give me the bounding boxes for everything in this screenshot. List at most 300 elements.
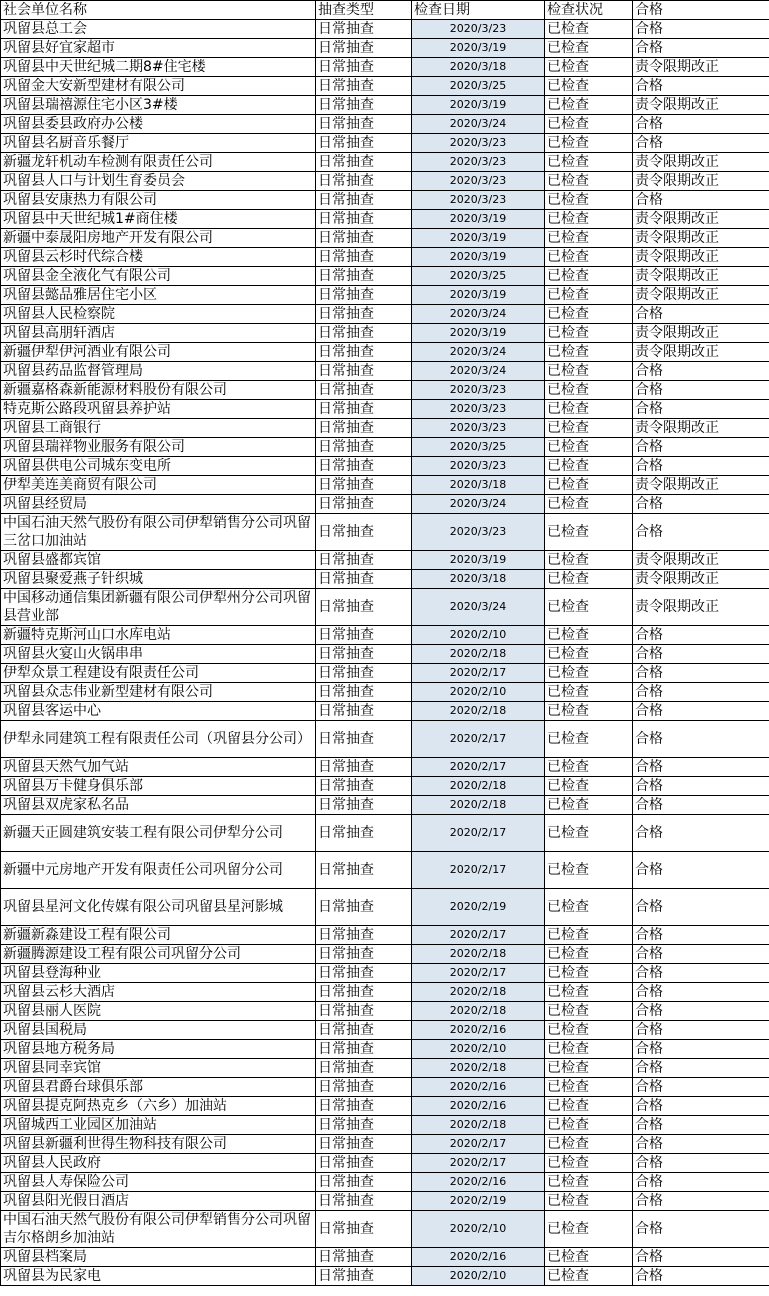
cell-date: 2020/3/25 [412,77,545,96]
cell-date: 2020/2/17 [412,1135,545,1154]
cell-result: 合格 [633,664,769,683]
cell-name: 巩留县工商银行 [1,419,316,438]
cell-type: 日常抽查 [316,495,412,514]
cell-date: 2020/3/24 [412,495,545,514]
cell-type: 日常抽查 [316,134,412,153]
cell-status: 已检查 [545,1211,633,1248]
cell-type: 日常抽查 [316,1135,412,1154]
cell-date: 2020/2/16 [412,1021,545,1040]
cell-result: 责令限期改正 [633,210,769,229]
cell-result: 责令限期改正 [633,58,769,77]
table-row [1,343,769,362]
cell-status: 已检查 [545,758,633,777]
cell-status: 已检查 [545,889,633,926]
cell-name: 巩留县提克阿热克乡（六乡）加油站 [1,1097,316,1116]
cell-name: 巩留县药品监督管理局 [1,362,316,381]
table-row [1,758,769,777]
table-body [1,1,769,1286]
cell-status: 已检查 [545,1192,633,1211]
cell-date: 2020/2/17 [412,852,545,889]
cell-type: 日常抽查 [316,721,412,758]
cell-status: 已检查 [545,1078,633,1097]
cell-date: 2020/2/16 [412,1078,545,1097]
table-row [1,229,769,248]
table-row [1,1021,769,1040]
cell-result: 合格 [633,702,769,721]
cell-date: 2020/2/10 [412,1040,545,1059]
table-row [1,777,769,796]
table-row [1,1248,769,1267]
table-row [1,419,769,438]
cell-status: 已检查 [545,286,633,305]
cell-status: 已检查 [545,419,633,438]
cell-date: 2020/3/18 [412,570,545,589]
cell-status: 已检查 [545,229,633,248]
cell-status: 已检查 [545,1267,633,1286]
table-row [1,96,769,115]
cell-status: 已检查 [545,683,633,702]
table-row [1,889,769,926]
cell-name: 巩留县君爵台球俱乐部 [1,1078,316,1097]
cell-name: 巩留县经贸局 [1,495,316,514]
cell-type: 日常抽查 [316,400,412,419]
cell-date: 2020/3/19 [412,96,545,115]
table-row [1,796,769,815]
cell-name: 中国石油天然气股份有限公司伊犁销售分公司巩留吉尔格朗乡加油站 [1,1211,316,1248]
cell-status: 已检查 [545,570,633,589]
cell-type: 日常抽查 [316,1211,412,1248]
cell-status: 已检查 [545,248,633,267]
table-row [1,1192,769,1211]
cell-type: 日常抽查 [316,664,412,683]
cell-result: 合格 [633,20,769,39]
table-row [1,721,769,758]
cell-date: 2020/3/23 [412,457,545,476]
cell-type: 日常抽查 [316,305,412,324]
cell-status: 已检查 [545,20,633,39]
cell-type: 日常抽查 [316,702,412,721]
cell-result: 合格 [633,400,769,419]
table-row [1,58,769,77]
table-row [1,683,769,702]
cell-name: 巩留金大安新型建材有限公司 [1,77,316,96]
cell-result: 责令限期改正 [633,589,769,626]
cell-name: 巩留县中天世纪城二期8#住宅楼 [1,58,316,77]
table-row [1,457,769,476]
table-row [1,134,769,153]
cell-name: 巩留县瑞祥物业服务有限公司 [1,438,316,457]
cell-type: 日常抽查 [316,210,412,229]
cell-type: 日常抽查 [316,777,412,796]
table-row [1,362,769,381]
cell-status: 已检查 [545,400,633,419]
cell-type: 日常抽查 [316,796,412,815]
cell-date: 2020/2/18 [412,1059,545,1078]
cell-result: 责令限期改正 [633,229,769,248]
table-row [1,645,769,664]
cell-status: 已检查 [545,153,633,172]
cell-status: 已检查 [545,134,633,153]
table-row [1,1059,769,1078]
cell-type: 日常抽查 [316,362,412,381]
cell-name: 巩留县安康热力有限公司 [1,191,316,210]
cell-result: 合格 [633,796,769,815]
cell-result: 合格 [633,514,769,551]
table-row [1,551,769,570]
cell-type: 日常抽查 [316,1002,412,1021]
cell-status: 已检查 [545,96,633,115]
cell-type: 日常抽查 [316,758,412,777]
cell-type: 日常抽查 [316,457,412,476]
cell-date: 2020/2/10 [412,1267,545,1286]
cell-date: 2020/2/17 [412,664,545,683]
cell-date: 2020/3/24 [412,305,545,324]
cell-result: 合格 [633,362,769,381]
cell-result: 合格 [633,1173,769,1192]
cell-date: 2020/2/16 [412,1097,545,1116]
cell-date: 2020/2/18 [412,777,545,796]
cell-status: 已检查 [545,438,633,457]
cell-date: 2020/2/17 [412,815,545,852]
cell-status: 已检查 [545,1040,633,1059]
cell-result: 合格 [633,1135,769,1154]
cell-date: 2020/3/23 [412,172,545,191]
cell-date: 2020/3/25 [412,267,545,286]
table-row [1,1097,769,1116]
cell-result: 合格 [633,1059,769,1078]
cell-type: 日常抽查 [316,1154,412,1173]
cell-status: 已检查 [545,495,633,514]
cell-date: 2020/3/24 [412,115,545,134]
table-row [1,1040,769,1059]
cell-date: 2020/3/19 [412,324,545,343]
table-row [1,438,769,457]
cell-type: 日常抽查 [316,626,412,645]
cell-name: 巩留县阳光假日酒店 [1,1192,316,1211]
cell-date: 2020/3/23 [412,191,545,210]
cell-type: 日常抽查 [316,286,412,305]
cell-name: 中国石油天然气股份有限公司伊犁销售分公司巩留三岔口加油站 [1,514,316,551]
cell-type: 日常抽查 [316,229,412,248]
table-row [1,1135,769,1154]
cell-type: 日常抽查 [316,645,412,664]
table-row [1,926,769,945]
cell-status: 已检查 [545,1059,633,1078]
cell-result: 合格 [633,889,769,926]
cell-type: 日常抽查 [316,815,412,852]
cell-name: 巩留县火宴山火锅串串 [1,645,316,664]
cell-status: 已检查 [545,362,633,381]
table-row [1,495,769,514]
cell-date: 2020/2/18 [412,645,545,664]
cell-result: 合格 [633,758,769,777]
cell-status: 已检查 [545,267,633,286]
cell-result: 责令限期改正 [633,324,769,343]
cell-date: 2020/2/18 [412,796,545,815]
cell-status: 已检查 [545,39,633,58]
cell-status: 已检查 [545,1135,633,1154]
cell-result: 责令限期改正 [633,343,769,362]
table-row [1,153,769,172]
cell-name: 新疆龙轩机动车检测有限责任公司 [1,153,316,172]
cell-result: 合格 [633,926,769,945]
cell-type: 日常抽查 [316,589,412,626]
cell-result: 合格 [633,134,769,153]
cell-name: 新疆天正圆建筑安装工程有限公司伊犁分公司 [1,815,316,852]
table-row [1,381,769,400]
table-row [1,852,769,889]
cell-name: 特克斯公路段巩留县养护站 [1,400,316,419]
cell-result: 合格 [633,645,769,664]
cell-type: 日常抽查 [316,20,412,39]
cell-status: 已检查 [545,476,633,495]
table-row [1,115,769,134]
cell-name: 巩留县天然气加气站 [1,758,316,777]
cell-date: 2020/3/23 [412,381,545,400]
table-row [1,77,769,96]
cell-date: 2020/3/23 [412,153,545,172]
cell-result: 责令限期改正 [633,476,769,495]
cell-status: 已检查 [545,305,633,324]
cell-status: 已检查 [545,457,633,476]
table-row [1,248,769,267]
cell-name: 巩留县客运中心 [1,702,316,721]
table-row [1,324,769,343]
cell-date: 2020/3/18 [412,58,545,77]
cell-status: 已检查 [545,1021,633,1040]
cell-result: 合格 [633,777,769,796]
cell-type: 日常抽查 [316,267,412,286]
cell-status: 已检查 [545,514,633,551]
cell-type: 日常抽查 [316,96,412,115]
cell-date: 2020/2/17 [412,964,545,983]
cell-date: 2020/3/24 [412,362,545,381]
cell-result: 合格 [633,77,769,96]
cell-name: 巩留县委县政府办公楼 [1,115,316,134]
cell-date: 2020/3/25 [412,438,545,457]
cell-status: 已检查 [545,589,633,626]
cell-name: 新疆中泰晟阳房地产开发有限公司 [1,229,316,248]
cell-result: 责令限期改正 [633,551,769,570]
cell-result: 合格 [633,1248,769,1267]
cell-status: 已检查 [545,210,633,229]
cell-status: 已检查 [545,1116,633,1135]
cell-type: 日常抽查 [316,852,412,889]
cell-name: 巩留县地方税务局 [1,1040,316,1059]
table-row [1,39,769,58]
cell-type: 日常抽查 [316,514,412,551]
cell-date: 2020/3/19 [412,248,545,267]
cell-result: 合格 [633,1116,769,1135]
cell-result: 合格 [633,1097,769,1116]
cell-name: 巩留县万卡健身俱乐部 [1,777,316,796]
cell-status: 已检查 [545,1002,633,1021]
cell-date: 2020/3/23 [412,134,545,153]
table-row [1,514,769,551]
cell-status: 已检查 [545,945,633,964]
cell-status: 已检查 [545,1154,633,1173]
cell-name: 新疆腾源建设工程有限公司巩留分公司 [1,945,316,964]
cell-status: 已检查 [545,343,633,362]
header-name: 社会单位名称 [1,1,316,20]
cell-name: 巩留县聚爱燕子针织城 [1,570,316,589]
cell-date: 2020/3/18 [412,476,545,495]
cell-type: 日常抽查 [316,77,412,96]
cell-type: 日常抽查 [316,1078,412,1097]
table-row [1,589,769,626]
cell-status: 已检查 [545,191,633,210]
cell-date: 2020/3/23 [412,419,545,438]
cell-name: 巩留县为民家电 [1,1267,316,1286]
cell-name: 巩留县盛都宾馆 [1,551,316,570]
cell-result: 合格 [633,815,769,852]
cell-type: 日常抽查 [316,1021,412,1040]
cell-result: 合格 [633,945,769,964]
cell-result: 合格 [633,457,769,476]
cell-status: 已检查 [545,551,633,570]
cell-result: 合格 [633,1078,769,1097]
table-row [1,1267,769,1286]
cell-name: 巩留县星河文化传媒有限公司巩留县星河影城 [1,889,316,926]
cell-result: 责令限期改正 [633,153,769,172]
table-row [1,400,769,419]
cell-type: 日常抽查 [316,889,412,926]
cell-date: 2020/3/19 [412,210,545,229]
table-row [1,702,769,721]
cell-status: 已检查 [545,115,633,134]
cell-date: 2020/3/23 [412,20,545,39]
cell-date: 2020/2/17 [412,926,545,945]
cell-result: 合格 [633,438,769,457]
cell-result: 合格 [633,1192,769,1211]
cell-date: 2020/2/17 [412,758,545,777]
cell-date: 2020/2/18 [412,945,545,964]
cell-type: 日常抽查 [316,551,412,570]
cell-type: 日常抽查 [316,926,412,945]
cell-result: 合格 [633,1021,769,1040]
cell-name: 巩留县丽人医院 [1,1002,316,1021]
cell-name: 巩留县高朋轩酒店 [1,324,316,343]
cell-name: 新疆中元房地产开发有限责任公司巩留分公司 [1,852,316,889]
cell-result: 合格 [633,1002,769,1021]
cell-status: 已检查 [545,58,633,77]
cell-result: 合格 [633,191,769,210]
header-type: 抽查类型 [316,1,412,20]
cell-date: 2020/3/24 [412,589,545,626]
cell-result: 合格 [633,964,769,983]
cell-type: 日常抽查 [316,172,412,191]
cell-result: 合格 [633,983,769,1002]
cell-status: 已检查 [545,1173,633,1192]
cell-date: 2020/2/10 [412,683,545,702]
table-row [1,305,769,324]
cell-type: 日常抽查 [316,39,412,58]
cell-status: 已检查 [545,777,633,796]
cell-status: 已检查 [545,702,633,721]
cell-date: 2020/3/23 [412,400,545,419]
cell-name: 伊犁永同建筑工程有限责任公司（巩留县分公司） [1,721,316,758]
cell-date: 2020/3/19 [412,39,545,58]
cell-type: 日常抽查 [316,1248,412,1267]
cell-name: 巩留县人寿保险公司 [1,1173,316,1192]
table-row [1,286,769,305]
cell-name: 伊犁众景工程建设有限责任公司 [1,664,316,683]
cell-date: 2020/3/23 [412,514,545,551]
cell-name: 巩留县人民政府 [1,1154,316,1173]
cell-result: 合格 [633,381,769,400]
cell-status: 已检查 [545,626,633,645]
cell-type: 日常抽查 [316,115,412,134]
cell-status: 已检查 [545,983,633,1002]
table-row [1,1002,769,1021]
cell-name: 巩留县懿品雅居住宅小区 [1,286,316,305]
cell-status: 已检查 [545,645,633,664]
header-date: 检查日期 [412,1,545,20]
table-row [1,626,769,645]
cell-date: 2020/2/18 [412,1002,545,1021]
cell-status: 已检查 [545,964,633,983]
cell-status: 已检查 [545,1248,633,1267]
cell-status: 已检查 [545,172,633,191]
cell-type: 日常抽查 [316,945,412,964]
cell-result: 责令限期改正 [633,172,769,191]
table-row [1,1078,769,1097]
cell-name: 巩留县云杉大酒店 [1,983,316,1002]
cell-name: 巩留县档案局 [1,1248,316,1267]
cell-status: 已检查 [545,852,633,889]
cell-result: 责令限期改正 [633,267,769,286]
cell-status: 已检查 [545,381,633,400]
cell-status: 已检查 [545,796,633,815]
cell-type: 日常抽查 [316,324,412,343]
cell-result: 合格 [633,1040,769,1059]
cell-type: 日常抽查 [316,1116,412,1135]
cell-status: 已检查 [545,926,633,945]
cell-result: 合格 [633,1211,769,1248]
cell-result: 合格 [633,1267,769,1286]
cell-result: 合格 [633,495,769,514]
cell-result: 合格 [633,626,769,645]
cell-status: 已检查 [545,77,633,96]
cell-name: 巩留城西工业园区加油站 [1,1116,316,1135]
cell-status: 已检查 [545,324,633,343]
cell-type: 日常抽查 [316,1040,412,1059]
cell-name: 巩留县金全液化气有限公司 [1,267,316,286]
cell-date: 2020/3/19 [412,551,545,570]
cell-type: 日常抽查 [316,381,412,400]
table-row [1,210,769,229]
cell-date: 2020/2/19 [412,889,545,926]
cell-name: 巩留县登海种业 [1,964,316,983]
cell-result: 合格 [633,852,769,889]
cell-status: 已检查 [545,815,633,852]
cell-result: 责令限期改正 [633,419,769,438]
table-row [1,1173,769,1192]
cell-name: 巩留县好宜家超市 [1,39,316,58]
cell-type: 日常抽查 [316,153,412,172]
cell-type: 日常抽查 [316,1059,412,1078]
cell-name: 巩留县瑞禧源住宅小区3#楼 [1,96,316,115]
table-row [1,664,769,683]
cell-date: 2020/3/19 [412,286,545,305]
table-row [1,983,769,1002]
cell-status: 已检查 [545,664,633,683]
cell-result: 合格 [633,1154,769,1173]
cell-name: 伊犁美连美商贸有限公司 [1,476,316,495]
cell-date: 2020/2/18 [412,1116,545,1135]
cell-type: 日常抽查 [316,983,412,1002]
cell-result: 合格 [633,721,769,758]
